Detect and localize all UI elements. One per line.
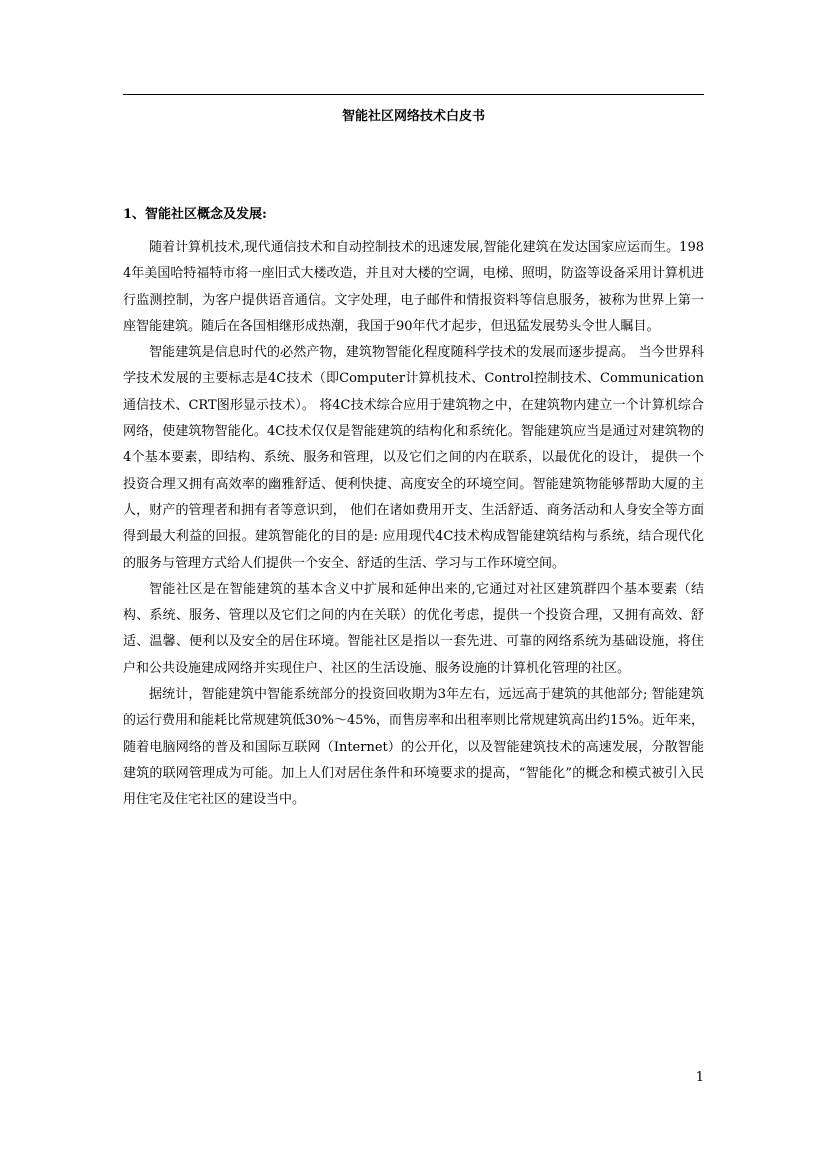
section-heading: 1、智能社区概念及发展: [123,207,267,222]
paragraph-intelligent-building: 智能建筑是信息时代的必然产物，建筑物智能化程度随科学技术的发展而逐步提高。 当今世界科学技术发展的主要标志是4C技术（即Computer计算机技术、Control控制技术、Communication通信技术、CRT图形显示技术）。 将4C技术综合应用于建筑物之中，在建筑物内建立一个计算机综合网络，使建筑物智能化。4C技术仅仅是智能建筑的结构化和系统化。智能建筑应当是通过对建筑物的4个基本要素，即结构、系统、服务和管理，以及它们之间的内在联系，以最优化的设计， 提供一个投资合理又拥有高效率的幽雅舒适、便利快捷、高度安全的环境空间。智能建筑物能够帮助大厦的主人，财产的管理者和拥有者等意识到， 他们在诸如费用开支、生活舒适、商务活动和人身安全等方面得到最大利益的回报。建筑智能化的目的是: 应用现代4C技术构成智能建筑结构与系统，结合现代化的服务与管理方式给人们提供一个安全、舒适的生活、学习与工作环境空间。 [123,345,704,571]
paragraph-statistics: 据统计，智能建筑中智能系统部分的投资回收期为3年左右，远远高于建筑的其他部分; 智能建筑的运行费用和能耗比常规建筑低30%～45%，而售房率和出租率则比常规建筑高出约15%。近年来，随着电脑网络的普及和国际互联网（Internet）的公开化，以及智能建筑技术的高速发展，分散智能建筑的联网管理成为可能。加上人们对居住条件和环境要求的提高，“智能化”的概念和模式被引入民用住宅及住宅社区的建设当中。 [123,687,704,808]
body-text [123,235,704,814]
document-title: 智能社区网络技术白皮书 [341,109,485,124]
header-rule [123,94,704,95]
page-number: 1 [695,1070,704,1085]
paragraph-history: 随着计算机技术,现代通信技术和自动控制技术的迅速发展,智能化建筑在发达国家应运而生。1984年美国哈特福特市将一座旧式大楼改造，并且对大楼的空调，电梯、照明，防盗等设备采用计算机进行监测控制，为客户提供语音通信。文字处理，电子邮件和情报资料等信息服务，被称为世界上第一座智能建筑。随后在各国相继形成热潮，我国于90年代才起步，但迅猛发展势头令世人瞩目。 [123,240,704,334]
paragraph-intelligent-community: 智能社区是在智能建筑的基本含义中扩展和延伸出来的,它通过对社区建筑群四个基本要素（结构、系统、服务、管理以及它们之间的内在关联）的优化考虑，提供一个投资合理，又拥有高效、舒适、温馨、便利以及安全的居住环境。智能社区是指以一套先进、可靠的网络系统为基础设施，将住户和公共设施建成网络并实现住户、社区的生活设施、服务设施的计算机化管理的社区。 [123,581,704,676]
